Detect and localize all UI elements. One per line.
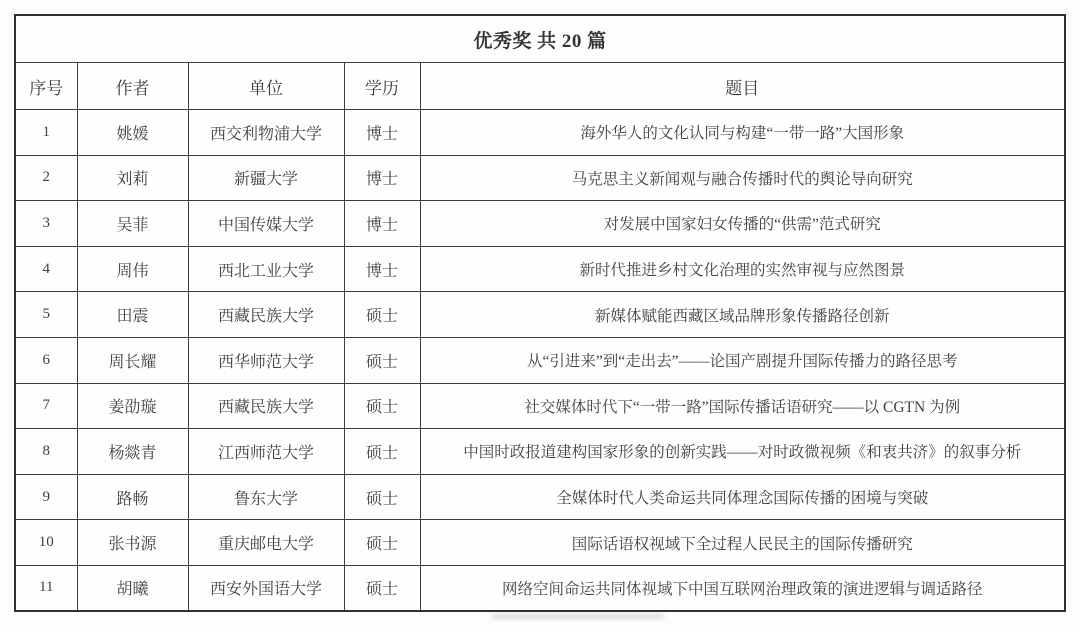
unit-cell: 鲁东大学 — [188, 474, 344, 520]
title-cell: 中国时政报道建构国家形象的创新实践——对时政微视频《和衷共济》的叙事分析 — [420, 429, 1065, 475]
column-header-degree: 学历 — [344, 63, 420, 110]
author-cell: 姚媛 — [77, 110, 188, 156]
degree-cell: 硕士 — [344, 474, 420, 520]
no-cell: 9 — [15, 474, 77, 520]
column-header-no: 序号 — [15, 63, 77, 110]
table-row — [15, 474, 1065, 520]
author-cell: 胡曦 — [77, 565, 188, 611]
table-title: 优秀奖 共 20 篇 — [15, 15, 1065, 63]
no-cell: 8 — [15, 429, 77, 475]
table-row — [15, 201, 1065, 247]
unit-cell: 中国传媒大学 — [188, 201, 344, 247]
title-cell: 社交媒体时代下“一带一路”国际传播话语研究——以 CGTN 为例 — [420, 383, 1065, 429]
table-header-row — [15, 63, 1065, 110]
unit-cell: 西安外国语大学 — [188, 565, 344, 611]
title-cell: 马克思主义新闻观与融合传播时代的舆论导向研究 — [420, 155, 1065, 201]
no-cell: 1 — [15, 110, 77, 156]
author-cell: 田震 — [77, 292, 188, 338]
title-cell: 新时代推进乡村文化治理的实然审视与应然图景 — [420, 246, 1065, 292]
degree-cell: 博士 — [344, 246, 420, 292]
awards-table — [14, 14, 1066, 612]
table-row — [15, 110, 1065, 156]
no-cell: 3 — [15, 201, 77, 247]
table-row — [15, 337, 1065, 383]
column-header-title: 题目 — [420, 63, 1065, 110]
no-cell: 5 — [15, 292, 77, 338]
author-cell: 路畅 — [77, 474, 188, 520]
table-title-row — [15, 15, 1065, 63]
no-cell: 10 — [15, 520, 77, 566]
degree-cell: 博士 — [344, 201, 420, 247]
unit-cell: 西藏民族大学 — [188, 383, 344, 429]
title-cell: 新媒体赋能西藏区域品牌形象传播路径创新 — [420, 292, 1065, 338]
degree-cell: 硕士 — [344, 383, 420, 429]
unit-cell: 西北工业大学 — [188, 246, 344, 292]
no-cell: 2 — [15, 155, 77, 201]
degree-cell: 硕士 — [344, 520, 420, 566]
unit-cell: 西华师范大学 — [188, 337, 344, 383]
title-cell: 网络空间命运共同体视域下中国互联网治理政策的演进逻辑与调适路径 — [420, 565, 1065, 611]
author-cell: 吴菲 — [77, 201, 188, 247]
degree-cell: 硕士 — [344, 337, 420, 383]
degree-cell: 博士 — [344, 155, 420, 201]
unit-cell: 西交利物浦大学 — [188, 110, 344, 156]
author-cell: 刘莉 — [77, 155, 188, 201]
no-cell: 4 — [15, 246, 77, 292]
table-row — [15, 520, 1065, 566]
table-row — [15, 246, 1065, 292]
title-cell: 对发展中国家妇女传播的“供需”范式研究 — [420, 201, 1065, 247]
degree-cell: 硕士 — [344, 292, 420, 338]
column-header-unit: 单位 — [188, 63, 344, 110]
author-cell: 周伟 — [77, 246, 188, 292]
unit-cell: 新疆大学 — [188, 155, 344, 201]
no-cell: 11 — [15, 565, 77, 611]
unit-cell: 重庆邮电大学 — [188, 520, 344, 566]
degree-cell: 硕士 — [344, 429, 420, 475]
title-cell: 海外华人的文化认同与构建“一带一路”大国形象 — [420, 110, 1065, 156]
author-cell: 杨燚青 — [77, 429, 188, 475]
no-cell: 7 — [15, 383, 77, 429]
table-row — [15, 565, 1065, 611]
unit-cell: 西藏民族大学 — [188, 292, 344, 338]
author-cell: 姜劭璇 — [77, 383, 188, 429]
unit-cell: 江西师范大学 — [188, 429, 344, 475]
title-cell: 从“引进来”到“走出去”——论国产剧提升国际传播力的路径思考 — [420, 337, 1065, 383]
degree-cell: 博士 — [344, 110, 420, 156]
table-body — [15, 110, 1065, 612]
table-row — [15, 383, 1065, 429]
table-row — [15, 155, 1065, 201]
no-cell: 6 — [15, 337, 77, 383]
table-row — [15, 429, 1065, 475]
author-cell: 张书源 — [77, 520, 188, 566]
scan-artifact — [492, 614, 664, 619]
degree-cell: 硕士 — [344, 565, 420, 611]
column-header-author: 作者 — [77, 63, 188, 110]
title-cell: 全媒体时代人类命运共同体理念国际传播的困境与突破 — [420, 474, 1065, 520]
title-cell: 国际话语权视域下全过程人民民主的国际传播研究 — [420, 520, 1065, 566]
author-cell: 周长耀 — [77, 337, 188, 383]
table-row — [15, 292, 1065, 338]
